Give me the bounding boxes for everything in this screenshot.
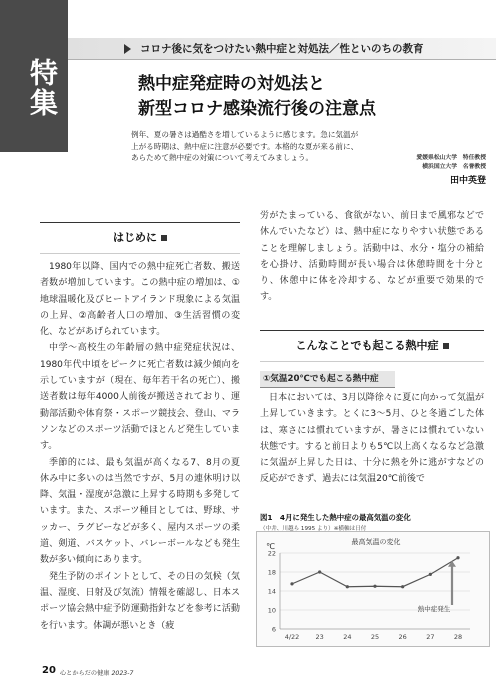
x-tick-label: 27 (426, 633, 435, 641)
intro-paragraph-3: 季節的には、最も気温が高くなる7、8月の夏休み中に多いのは当然ですが、5月の連休明け以降、気温・湿度が急激に上昇する時期も多発しています。また、スポーツ種目としては、野球、サッカー、ラグビーなどが多く、屋内スポーツの柔道、剣道、バスケット、バレーボールなども発生数が多い傾向にあります。 (40, 457, 240, 566)
author-affiliation-2: 横浜国立大学 名誉教授 (422, 163, 486, 170)
series-tab-label: 特集 (26, 58, 59, 118)
article-title-line-2: 新型コロナ感染流行後の注意点 (138, 99, 376, 119)
square-bullet-icon (443, 343, 449, 349)
data-point (373, 585, 376, 588)
x-tick-label: 25 (370, 633, 380, 641)
temperature-chart (256, 531, 490, 647)
data-point (290, 582, 293, 585)
intro-paragraph-4: 発生予防のポイントとして、その日の気候（気温、湿度、日射及び気流）情報を確認し、日本スポーツ協会熱中症予防運動指針などを参考に活動を行います。体調が悪いとき（疲 (40, 571, 240, 631)
data-point (346, 585, 349, 588)
y-tick-label: 14 (267, 587, 276, 596)
x-tick-label: 24 (343, 633, 352, 641)
col2-continuation-text: 労がたまっている、食欲がない、前日まで風邪などで休んでいたなど）は、熱中症になりやすい状態であることを理解しましょう。活動中は、水分・塩分の補給を心掛け、活動時間が長い場合は休憩時間を十分とり、休憩中に体を冷却する、などが重要で効果的です。 (260, 211, 484, 303)
intro-body (40, 259, 240, 634)
section-heading-causes (260, 330, 484, 362)
article-lead: 例年、夏の暑さは過酷さを増しているように感じます。急に気温が上がる時期は、熱中症に注意が必要です。本格的な夏が来る前に、あらためて熱中症の対策について考えてみましょう。 (131, 130, 359, 162)
series-tab (0, 0, 68, 152)
chart-annotation: 熱中症発生 (417, 605, 451, 613)
x-tick-label: 26 (398, 633, 407, 641)
section-heading-intro-text: はじめに (113, 231, 157, 244)
data-point (456, 556, 459, 559)
figure-caption: 図1 4月に発生した熱中症の最高気温の変化 (260, 513, 411, 522)
subheading-20c: ①気温20℃でも起こる熱中症 (260, 371, 395, 388)
section-heading-intro (40, 222, 240, 254)
square-bullet-icon (161, 235, 167, 241)
y-tick-label: 10 (267, 606, 276, 615)
y-tick-label: 18 (267, 568, 276, 577)
data-point (401, 585, 404, 588)
y-tick-label: 22 (267, 549, 276, 558)
data-point (318, 570, 321, 573)
series-header (68, 38, 496, 60)
x-tick-label: 23 (315, 633, 324, 641)
x-tick-label: 28 (453, 633, 463, 641)
intro-paragraph-1: 1980年以降、国内での熱中症死亡者数、搬送者数が増加しています。この熱中症の増加は、①地球温暖化及びヒートアイランド現象による気温の上昇、②高齢者人口の増加、③生活習慣の変化、などがあげられています。 (40, 262, 240, 338)
journal-issue: 2023-7 (111, 670, 134, 677)
journal-name: 心とからだの健康 (60, 670, 110, 677)
figure-note: （中井、川越ら 1995 より）※横軸は日付 (260, 526, 367, 532)
y-tick-label: 6 (271, 625, 276, 634)
author-affiliation-1: 愛媛県松山大学 特任教授 (416, 155, 486, 161)
causes-body (260, 390, 484, 488)
journal-footer (60, 668, 133, 677)
data-point (429, 573, 432, 576)
triangle-marker-icon (124, 44, 131, 54)
intro-paragraph-2: 中学～高校生の年齢層の熱中症発症状況は、1980年代中頃をピークに死亡者数は減少傾向を示していますが（現在、毎年若干名の死亡）、搬送者数は毎年4000人前後が搬送されており、運動部活動や体育祭・スポーツ競技会、登山、マラソンなどのスポーツ活動でほとんど発生しています。 (40, 343, 240, 452)
section-heading-causes-text: こんなことでも起こる熱中症 (295, 339, 439, 352)
page-number: 20 (42, 665, 56, 676)
chart-title: 最高気温の変化 (351, 538, 401, 546)
col2-continuation (260, 208, 484, 306)
series-title: コロナ後に気をつけたい熱中症と対処法／性といのちの教育 (140, 43, 424, 55)
author-name: 田中英登 (449, 176, 486, 186)
article-title-line-1: 熱中症発症時の対処法と (138, 74, 325, 94)
x-tick-label: 4/22 (284, 633, 300, 641)
chart-ylabel: ℃ (266, 542, 275, 551)
author-affiliation (376, 154, 486, 171)
causes-paragraph: 日本においては、3月以降徐々に夏に向かって気温が上昇していきます。とくに3～5月、ひと冬過ごした体は、寒さには慣れていますが、暑さには慣れていない状態です。すると前日よりも5℃以上高くなるなど急激に気温が上昇した日は、十分に熱を外に逃がすなどの反応ができず、過去には気温20℃前後で (260, 393, 484, 485)
article-title (138, 72, 478, 122)
